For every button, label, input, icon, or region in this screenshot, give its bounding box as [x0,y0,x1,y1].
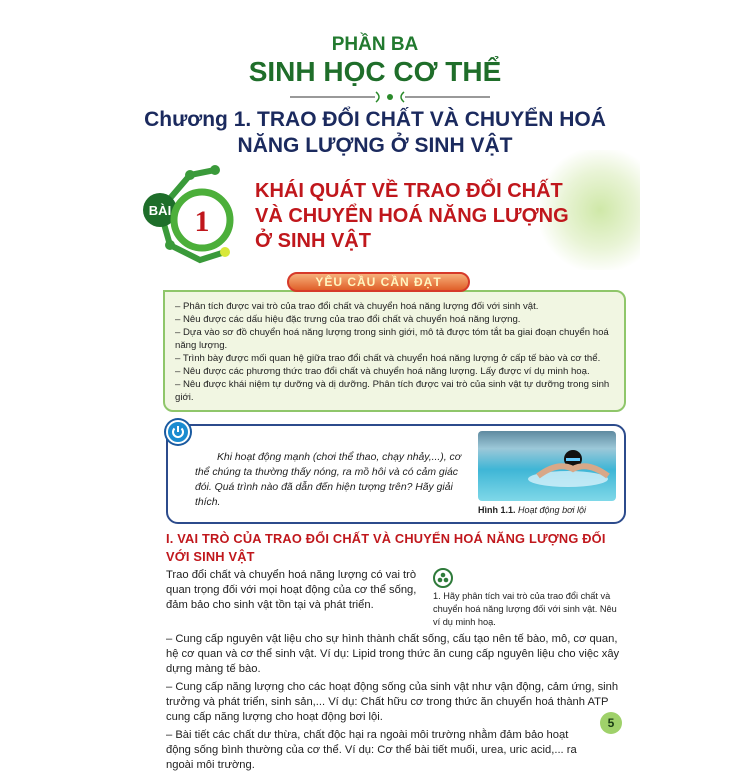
requirements-box [163,290,626,412]
section-heading: I. VAI TRÒ CỦA TRAO ĐỔI CHẤT VÀ CHUYỂN HOÁ NĂNG LƯỢNG ĐỐI VỚI SINH VẬT [166,531,606,564]
swimmer-photo [478,431,616,501]
requirement-item: – Nêu được các phương thức trao đổi chất và chuyển hoá năng lượng. Lấy được ví dụ minh hoạ. [175,366,590,377]
chapter-title-line2: NĂNG LƯỢNG Ở SINH VẬT [237,134,513,157]
requirement-item: – Dựa vào sơ đồ chuyển hoá năng lượng trong sinh giới, mô tả được tóm tắt ba giai đoạn chuyển hoá năng lượng. [175,327,609,351]
requirement-item: – Trình bày được mối quan hệ giữa trao đổi chất và chuyển hoá năng lượng ở cấp tế bào và cơ thể. [175,353,601,364]
question-column [433,568,626,629]
requirement-item: – Nêu được các dấu hiệu đặc trưng của trao đổi chất và chuyển hoá năng lượng. [175,314,521,325]
requirements-section [163,275,626,412]
badge-label: BÀI [148,203,172,218]
question-1: 1. Hãy phân tích vai trò của trao đổi chất và chuyển hoá năng lượng đối với sinh vật. Nêu ví dụ minh hoạ. [433,591,617,627]
paragraph: – Cung cấp năng lượng cho các hoạt động sống của sinh vật như vận động, cảm ứng, sinh trưởng và phát triển, sinh sản,... Ví dụ: Chất hữu cơ trong thức ăn chuyển hoá thành ATP cung cấp năng lượng cho hoạt động bơi lội. [166,681,619,723]
lesson-title-line3: Ở SINH VẬT [255,230,371,252]
power-icon [166,420,190,444]
intro-row [166,568,626,629]
requirement-item: – Phân tích được vai trò của trao đổi chất và chuyển hoá năng lượng đối với sinh vật. [175,301,539,312]
ornament-divider [290,90,490,104]
requirement-item: – Nêu được khái niệm tự dưỡng và dị dưỡng. Phân tích được vai trò của sinh vật tự dưỡng trong sinh giới. [175,379,610,403]
lesson-number: 1 [194,205,210,238]
figure-caption-text: Hoạt động bơi lội [518,505,587,515]
figure-caption [478,505,586,515]
lesson-title-line1: KHÁI QUÁT VỀ TRAO ĐỔI CHẤT [255,180,563,202]
page-number: 5 [600,712,622,734]
content-column [163,275,626,773]
requirements-label: YÊU CẦU CẦN ĐẠT [287,272,470,292]
starter-question: Khi hoạt động mạnh (chơi thể thao, chạy nhảy,...), cơ thể chúng ta thường thấy nóng, ra mồ hôi và có cảm giác đói. Quá trình nào đã dẫn đến hiện tượng trên? Hãy giải thích. [195,452,461,508]
chapter-title-line1: Chương 1. TRAO ĐỔI CHẤT VÀ CHUYỂN HOÁ [144,108,606,131]
part-title: PHẦN BA [331,34,419,55]
figure-label: Hình 1.1. [478,505,516,515]
paragraph: – Cung cấp nguyên vật liệu cho sự hình thành chất sống, cấu tạo nên tế bào, mô, cơ quan, hệ cơ quan và cơ thể sinh vật. Ví dụ: Lipid trong thức ăn cung cấp nguyên liệu cho việc xây dựng màng tế bào. [166,633,620,675]
question-icon [433,568,453,588]
lesson-title-line2: VÀ CHUYỂN HOÁ NĂNG LƯỢNG [255,205,569,227]
section-intro: Trao đổi chất và chuyển hoá năng lượng có vai trò quan trọng đối với mọi hoạt động của cơ thể sống, đảm bảo cho sinh vật tồn tại và phát triển. [166,569,417,611]
lesson-badge [140,160,250,270]
paragraph: – Bài tiết các chất dư thừa, chất độc hại ra ngoài môi trường nhằm đảm bảo hoạt động sống bình thường của cơ thể. Ví dụ: Cơ thể bài tiết muối, urea, uric acid,... ra ngoài môi trường. [166,729,577,771]
starter-box [166,424,626,524]
book-title: SINH HỌC CƠ THỂ [248,56,502,87]
